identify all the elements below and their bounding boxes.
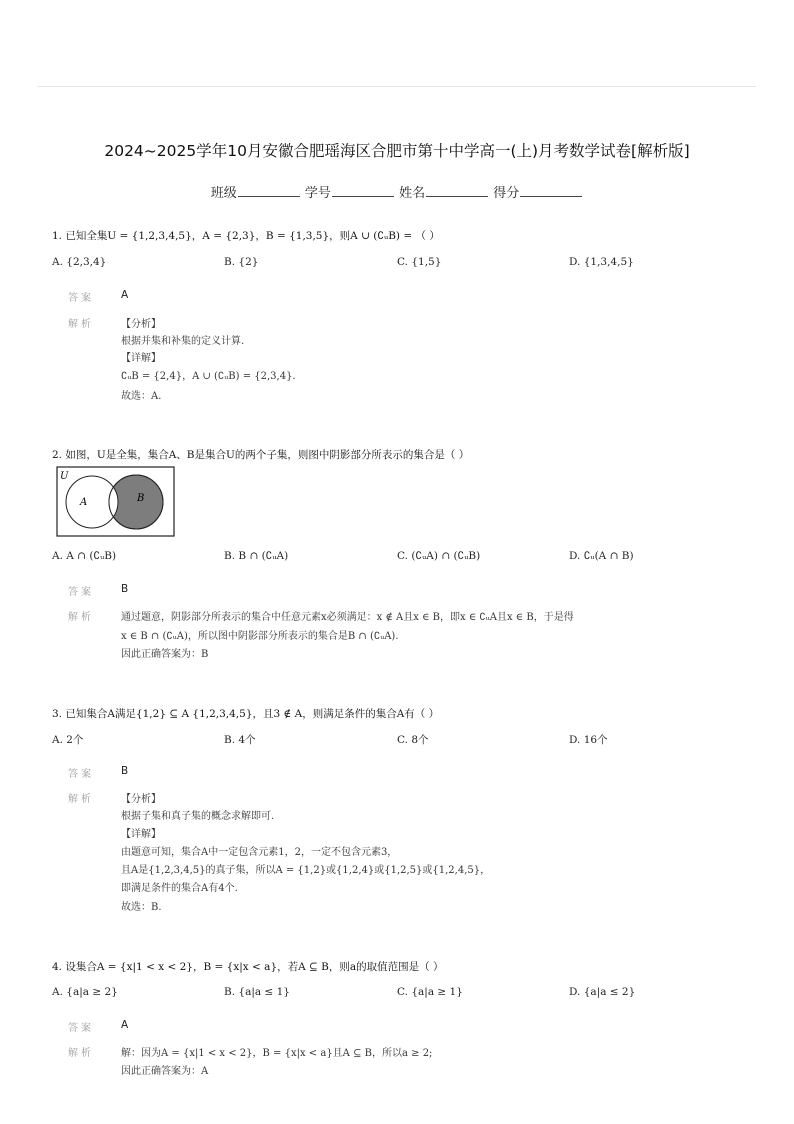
q1-analysis-line: 故选：A. (121, 391, 162, 402)
q2-option-d[interactable]: D. ∁ᵤ(A ∩ B) (569, 550, 634, 562)
q1-option-b[interactable]: B. {2} (224, 256, 259, 268)
header-divider (38, 86, 756, 87)
q1-option-a[interactable]: A. {2,3,4} (52, 256, 107, 268)
q3-analysis-line: 由题意可知，集合A中一定包含元素1，2，一定不包含元素3， (121, 847, 398, 858)
q2-option-a[interactable]: A. A ∩ (∁ᵤB) (52, 550, 117, 562)
q3-analysis-line: 【详解】 (121, 829, 161, 840)
q2-answer-label: 答案 (68, 587, 94, 598)
q1-analysis-label: 解析 (68, 319, 94, 330)
q2-option-c[interactable]: C. (∁ᵤA) ∩ (∁ᵤB) (397, 550, 481, 562)
q3-analysis-line: 根据子集和真子集的概念求解即可. (121, 811, 275, 822)
q2-analysis-line: x ∈ B ∩ (∁ᵤA)，所以图中阴影部分所表示的集合是B ∩ (∁ᵤA). (121, 631, 399, 642)
q3-option-d[interactable]: D. 16个 (569, 734, 608, 746)
question-2-stem: 2. 如图，U是全集，集合A、B是集合U的两个子集，则图中阴影部分所表示的集合是（ ） (52, 449, 470, 461)
q1-answer: A (121, 289, 129, 301)
q2-analysis-line: 因此正确答案为：B (121, 649, 209, 660)
q3-analysis-line: 且A是{1,2,3,4,5}的真子集，所以A = {1,2}或{1,2,4}或{1,2,5}或{1,2,4,5}， (121, 865, 491, 876)
q4-answer-label: 答案 (68, 1023, 94, 1034)
question-3-stem: 3. 已知集合A满足{1,2} ⊆ A {1,2,3,4,5}，且3 ∉ A，则满足条件的集合A有（ ） (52, 708, 440, 720)
q4-analysis-line: 解：因为A = {x|1 < x < 2}，B = {x|x < a}且A ⊆ B，所以a ≥ 2; (121, 1048, 433, 1059)
venn-diagram (56, 466, 176, 538)
id-blank[interactable] (332, 184, 394, 197)
student-info-line (0, 182, 794, 201)
q3-option-b[interactable]: B. 4个 (224, 734, 256, 746)
page-title: 2024~2025学年10月安徽合肥瑶海区合肥市第十中学高一(上)月考数学试卷[解析版] (104, 142, 690, 160)
q4-analysis-line: 因此正确答案为：A (121, 1066, 209, 1077)
class-blank[interactable] (238, 184, 300, 197)
b-label: B (137, 493, 145, 504)
q4-answer: A (121, 1019, 129, 1031)
q1-analysis-line: 根据并集和补集的定义计算. (121, 336, 245, 347)
q3-answer: B (121, 765, 129, 777)
question-4-stem: 4. 设集合A = {x|1 < x < 2}，B = {x|x < a}，若A ⊆ B，则a的取值范围是（ ） (52, 961, 444, 973)
q3-option-a[interactable]: A. 2个 (52, 734, 84, 746)
q2-analysis-label: 解析 (68, 612, 94, 623)
q3-analysis-line: 故选：B. (121, 902, 162, 913)
q1-analysis-line: 【详解】 (121, 353, 161, 364)
q3-analysis-line: 【分析】 (121, 794, 161, 805)
q1-option-c[interactable]: C. {1,5} (397, 256, 442, 268)
q3-option-c[interactable]: C. 8个 (397, 734, 429, 746)
u-label: U (60, 471, 69, 482)
name-blank[interactable] (426, 184, 488, 197)
q3-analysis-label: 解析 (68, 794, 94, 805)
q1-answer-label: 答案 (68, 293, 94, 304)
question-1-stem: 1. 已知全集U = {1,2,3,4,5}，A = {2,3}，B = {1,3,5}，则A ∪ (∁ᵤB) = （ ） (52, 230, 440, 242)
q3-analysis-line: 即满足条件的集合A有4个. (121, 883, 238, 894)
q2-option-b[interactable]: B. B ∩ (∁ᵤA) (224, 550, 289, 562)
q1-analysis-line: ∁ᵤB = {2,4}，A ∪ (∁ᵤB) = {2,3,4}. (121, 371, 296, 382)
q4-option-c[interactable]: C. {a|a ≥ 1} (397, 986, 463, 998)
q2-answer: B (121, 583, 129, 595)
q4-option-a[interactable]: A. {a|a ≥ 2} (52, 986, 118, 998)
q3-answer-label: 答案 (68, 769, 94, 780)
q1-analysis-line: 【分析】 (121, 319, 161, 330)
q4-option-b[interactable]: B. {a|a ≤ 1} (224, 986, 290, 998)
q2-analysis-line: 通过题意，阴影部分所表示的集合中任意元素x必须满足：x ∉ A且x ∈ B，即x ∈ ∁ᵤA且x ∈ B，于是得 (121, 612, 574, 623)
q4-analysis-label: 解析 (68, 1048, 94, 1059)
q1-option-d[interactable]: D. {1,3,4,5} (569, 256, 634, 268)
a-label: A (80, 497, 88, 508)
id-label: 学号 (304, 186, 331, 201)
class-label: 班级 (210, 186, 237, 201)
score-blank[interactable] (520, 184, 582, 197)
name-label: 姓名 (399, 186, 426, 201)
q4-option-d[interactable]: D. {a|a ≤ 2} (569, 986, 636, 998)
score-label: 得分 (493, 186, 520, 201)
